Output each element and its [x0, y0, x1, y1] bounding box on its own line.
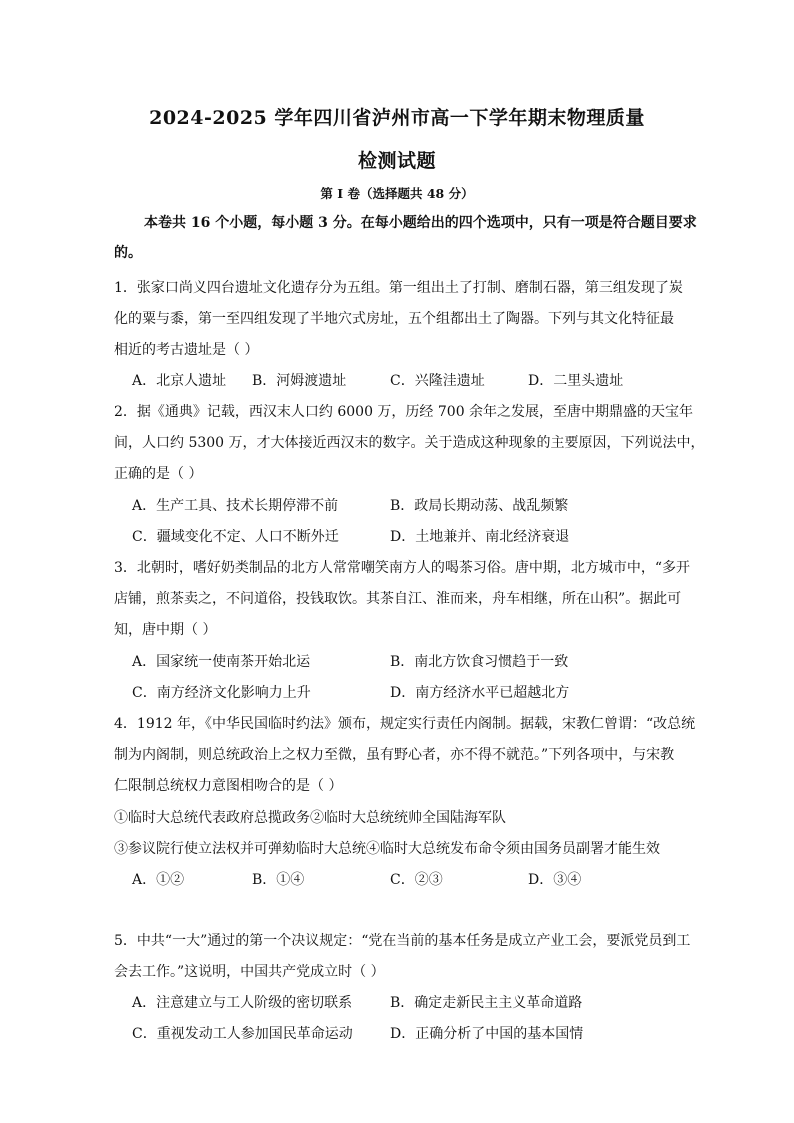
section-heading: 第 I 卷（选择题共 48 分）	[320, 186, 474, 201]
question-text-line: 店铺，煎茶卖之，不问道俗，投钱取饮。其茶自江、淮而来，舟车相继，所在山积”。据此可	[114, 591, 682, 607]
question-text-line: 制为内阁制，则总统政治上之权力至微，虽有野心者，亦不得不就范。”下列各项中，与宋教	[114, 747, 675, 763]
option-b: B．河姆渡遗址	[252, 373, 347, 389]
statement-line: ③参议院行使立法权并可弹劾临时大总统④临时大总统发布命令须由国务员副署才能生效	[114, 841, 660, 857]
instructions-line1: 本卷共 16 个小题，每小题 3 分。在每小题给出的四个选项中，只有一项是符合题目要求	[144, 215, 697, 231]
option-a: A．注意建立与工人阶级的密切联系	[132, 995, 353, 1011]
question-text-line: 正确的是（ ）	[114, 466, 203, 482]
question-text-line: 4．1912 年，《中华民国临时约法》颁布，规定实行责任内阁制。据载，宋教仁曾谓：“改总统	[114, 716, 696, 732]
question-text-line: 间，人口约 5300 万，才大体接近西汉末的数字。关于造成这种现象的主要原因，下列说法中，	[114, 435, 705, 451]
question-text-line: 会去工作。”这说明，中国共产党成立时（ ）	[114, 964, 385, 980]
option-d: D．正确分析了中国的基本国情	[390, 1026, 584, 1042]
question-text-line: 相近的考古遗址是（ ）	[114, 342, 259, 358]
option-b: B．南北方饮食习惯趋于一致	[390, 654, 569, 670]
option-a: A．北京人遗址	[132, 373, 227, 389]
option-b: B．确定走新民主主义革命道路	[390, 995, 583, 1011]
question-text-line: 5．中共“一大”通过的第一个决议规定：“党在当前的基本任务是成立产业工会，要派党员到工	[114, 933, 691, 949]
exam-title-line1: 2024-2025 学年四川省泸州市高一下学年期末物理质量	[149, 107, 645, 129]
option-d: D．二里头遗址	[528, 373, 624, 389]
question-text-line: 仁限制总统权力意图相吻合的是（ ）	[114, 778, 343, 794]
option-b: B．政局长期动荡、战乱频繁	[390, 498, 569, 514]
option-d: D．③④	[528, 872, 582, 888]
option-a: A．生产工具、技术长期停滞不前	[132, 498, 339, 514]
question-text-line: 2．据《通典》记载，西汉末人口约 6000 万，历经 700 余年之发展，至唐中期鼎盛的天宝年	[114, 404, 694, 420]
option-c: C．②③	[390, 872, 443, 888]
instructions-line2: 的。	[114, 245, 142, 261]
option-a: A．①②	[132, 872, 185, 888]
question-text-line: 1．张家口尚义四台遗址文化遗存分为五组。第一组出土了打制、磨制石器，第三组发现了炭	[114, 280, 683, 296]
option-c: C．疆域变化不定、人口不断外迁	[132, 529, 339, 545]
question-text-line: 3．北朝时，嗜好奶类制品的北方人常常嘲笑南方人的喝茶习俗。唐中期，北方城市中，“多开	[114, 560, 691, 576]
option-c: C．重视发动工人参加国民革命运动	[132, 1026, 353, 1042]
option-b: B．①④	[252, 872, 305, 888]
question-text-line: 化的粟与黍，第一至四组发现了半地穴式房址，五个组都出土了陶器。下列与其文化特征最	[114, 311, 674, 327]
option-c: C．兴隆洼遗址	[390, 373, 485, 389]
option-a: A．国家统一使南茶开始北运	[132, 654, 311, 670]
option-c: C．南方经济文化影响力上升	[132, 685, 311, 701]
exam-title-line2: 检测试题	[357, 150, 436, 172]
option-d: D．南方经济水平已超越北方	[390, 685, 570, 701]
option-d: D．土地兼并、南北经济衰退	[390, 529, 570, 545]
question-text-line: 知，唐中期（ ）	[114, 622, 217, 638]
statement-line: ①临时大总统代表政府总揽政务②临时大总统统帅全国陆海军队	[114, 810, 506, 826]
